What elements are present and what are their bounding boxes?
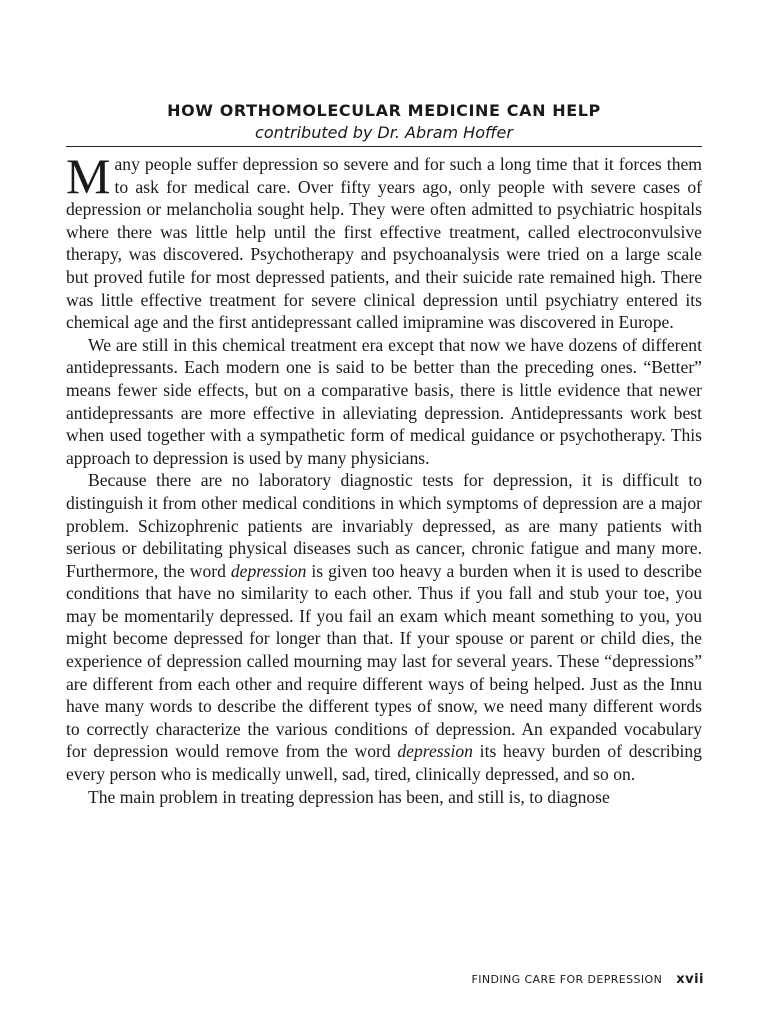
paragraph-3-part-1: Because there are no laboratory diagnostic tests for depression, it is difficult to distinguish it from other medical conditions in which symptoms of depression are a major problem. Schizophrenic patients are invariably depressed, as are many patients with serious or debilitating physical diseases such as cancer, chronic fatigue and many more. Furthermore, the word [66,470,702,581]
page-number: xvii [676,972,704,987]
section-byline: contributed by Dr. Abram Hoffer [255,123,513,142]
paragraph-4: The main problem in treating depression has been, and still is, to diagnose [88,786,610,807]
body-text [66,148,702,808]
paragraph-3-part-3: its heavy burden of describing every person who is medically unwell, sad, tired, clinically depressed, and so on. [66,741,702,785]
paragraph-1-text: any people suffer depression so severe and for such a long time that it forces them to ask for medical care. Over fifty years ago, only people with severe cases of depression or melancholia sought help. They were often admitted to psychiatric hospitals where there was little help until the first effective treatment, called electroconvulsive therapy, was discovered. Psychotherapy and psychoanalysis were tried on a large scale but proved futile for most depressed patients, and their suicide rate remained high. There was little effective treatment for severe clinical depression until psychiatry entered its chemical age and the first antidepressant called imipramine was discovered in Europe. [66,154,702,333]
paragraph-3-part-2: is given too heavy a burden when it is used to describe conditions that have no similarity to each other. Thus if you fall and stub your toe, you may be momentarily depressed. If you fail an exam which meant something to you, you might become depressed for longer than that. If your spouse or parent or child dies, the experience of depression called mourning may last for several years. These “depressions” are different from each other and require different ways of being helped. Just as the Innu have many words to describe the different types of snow, we need many different words to correctly characterize the various conditions of depression. An expanded vocabulary for depression would remove from the word [66,560,702,762]
paragraph-2: We are still in this chemical treatment era except that now we have dozens of different antidepressants. Each modern one is said to be better than the preceding ones. “Better” means fewer side effects, but on a comparative basis, there is little evidence that newer antidepressants are more effective in alleviating depression. Antidepressants work best when used together with a sympathetic form of medical guidance or psychotherapy. This approach to depression is used by many physicians. [66,334,702,468]
running-title: FINDING CARE FOR DEPRESSION [471,973,663,986]
page-content [66,100,702,808]
paragraph-3 [66,469,702,785]
emphasis-depression-2: depression [397,741,473,762]
page-footer [471,972,704,987]
paragraph-1 [66,148,702,334]
heading-rule [66,146,702,147]
drop-cap: M [66,148,111,204]
section-heading: HOW ORTHOMOLECULAR MEDICINE CAN HELP [167,101,601,120]
emphasis-depression-1: depression [230,560,307,581]
